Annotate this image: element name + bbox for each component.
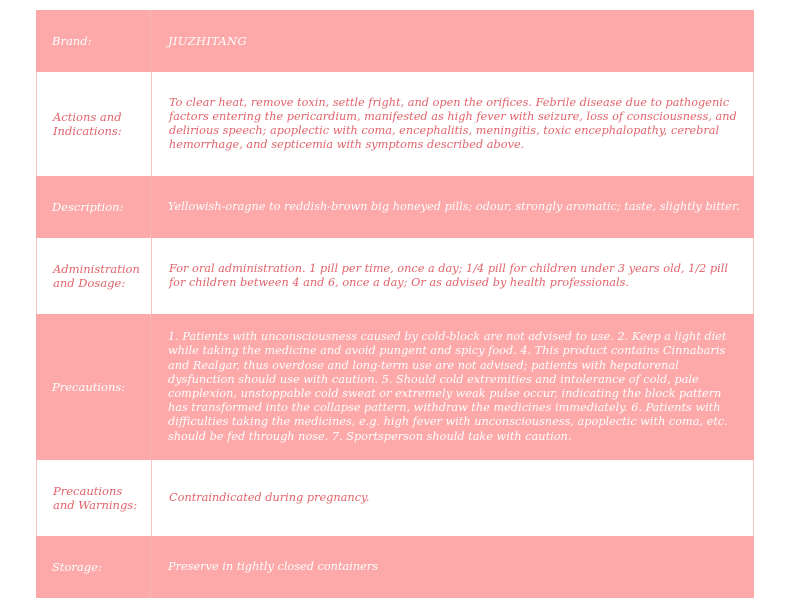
brand-row (36, 10, 754, 72)
precautions-value: 1. Patients with unconsciousness caused by cold-block are not advised to use. 2. Keep a light diet while taking the medicine and avoid pungent and spicy food. 4. This product contains Cinnabaris and Realgar, thus overdose and long-term use are not advised; patients with hepatorenal dysfunction should use with caution. 5. Should cold extremities and intolerance of cold, pale complexion, unstoppable cold sweat or extremely weak pulse occur, indicating the block pattern has transformed into the collapse pattern, withdraw the medicines immediately. 6. Patients with difficulties taking the medicines, e.g. high fever with unconsciousness, apoplectic with coma, etc. should be fed through nose. 7. Sportsperson should take with caution. (168, 330, 728, 443)
storage-label: Storage: (36, 536, 151, 598)
description-label: Description: (36, 176, 151, 238)
precautions-warnings-value: Contraindicated during pregnancy. (169, 490, 370, 504)
precautions-row (36, 314, 754, 460)
brand-value: JIUZHITANG (168, 33, 248, 48)
description-value: Yellowish-oragne to reddish-brown big honeyed pills; odour, strongly aromatic; taste, slightly bitter. (168, 199, 740, 213)
brand-label: Brand: (36, 10, 151, 72)
precautions-warnings-label: Precautions and Warnings: (37, 460, 152, 536)
actions-indications-label: Actions and Indications: (37, 72, 152, 176)
precautions-label: Precautions: (36, 314, 151, 460)
storage-value: Preserve in tightly closed containers (168, 559, 378, 573)
precautions-warnings-row (36, 460, 754, 536)
actions-indications-value: To clear heat, remove toxin, settle fright, and open the orifices. Febrile disease due to pathogenic factors entering the pericardium, manifested as high fever with seizure, loss of consciousness, and delirious speech; apoplectic with coma, encephalitis, meningitis, toxic encephalopathy, cerebral hemorrhage, and septicemia with symptoms described above. (169, 95, 737, 152)
product-info-table (36, 10, 754, 598)
storage-row (36, 536, 754, 598)
administration-dosage-label: Administration and Dosage: (37, 238, 152, 314)
administration-dosage-value: For oral administration. 1 pill per time, once a day; 1/4 pill for children under 3 years old, 1/2 pill for children between 4 and 6, once a day; Or as advised by health professionals. (169, 261, 728, 289)
administration-dosage-row (36, 238, 754, 314)
description-row (36, 176, 754, 238)
actions-indications-row (36, 72, 754, 176)
